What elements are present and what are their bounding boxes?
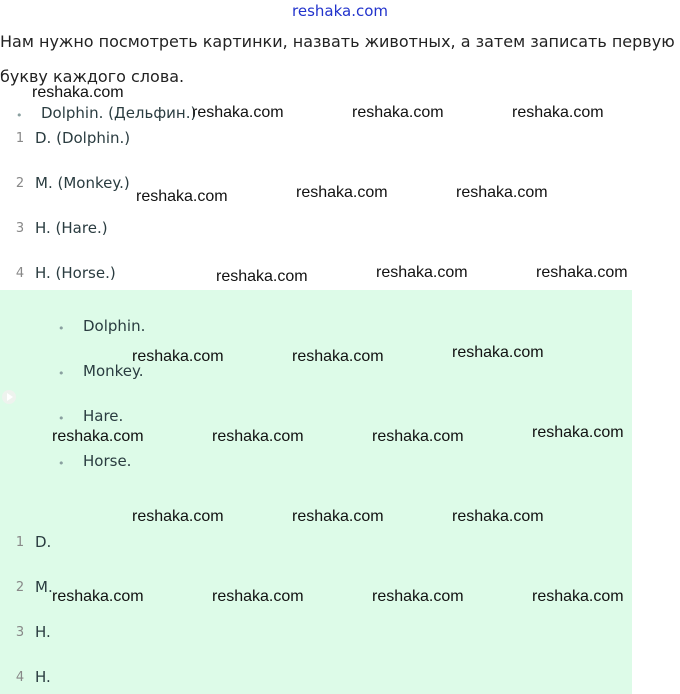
- watermark: reshaka.com: [296, 184, 388, 201]
- watermark: reshaka.com: [532, 424, 624, 441]
- green-bullet: Monkey.: [83, 362, 144, 380]
- watermark: reshaka.com: [452, 508, 544, 525]
- site-header[interactable]: reshaka.com: [292, 2, 388, 20]
- answer-item: D.: [35, 533, 52, 551]
- list-number: 1: [15, 131, 25, 146]
- list-number: 3: [15, 625, 25, 640]
- bullet-dot: •: [58, 367, 65, 380]
- bullet-dot: •: [58, 322, 65, 335]
- green-bullet: Dolphin.: [83, 317, 146, 335]
- list-number: 2: [15, 176, 25, 191]
- watermark: reshaka.com: [372, 588, 464, 605]
- watermark: reshaka.com: [136, 188, 228, 205]
- watermark: reshaka.com: [216, 268, 308, 285]
- intro-line-1: Нам нужно посмотреть картинки, назвать животных, а затем записать первую: [0, 32, 675, 51]
- watermark: reshaka.com: [52, 588, 144, 605]
- watermark: reshaka.com: [372, 428, 464, 445]
- list-number: 1: [15, 535, 25, 550]
- watermark: reshaka.com: [532, 588, 624, 605]
- bullet-dot: •: [58, 412, 65, 425]
- list-number: 2: [15, 580, 25, 595]
- watermark: reshaka.com: [212, 588, 304, 605]
- watermark: reshaka.com: [32, 84, 124, 101]
- list-number: 4: [15, 670, 25, 685]
- intro-line-2: букву каждого слова.: [0, 67, 185, 86]
- answer-item: H. (Horse.): [35, 264, 116, 282]
- bullet-dot: •: [16, 109, 23, 122]
- watermark: reshaka.com: [376, 264, 468, 281]
- bullet-dot: •: [58, 457, 65, 470]
- watermark: reshaka.com: [192, 104, 284, 121]
- answer-item: M.: [35, 578, 53, 596]
- answer-item: H.: [35, 668, 51, 686]
- watermark: reshaka.com: [512, 104, 604, 121]
- answer-item: H.: [35, 623, 51, 641]
- green-bullet: Hare.: [83, 407, 124, 425]
- answer-item: M. (Monkey.): [35, 174, 130, 192]
- play-icon[interactable]: [2, 390, 16, 404]
- answer-item: H. (Hare.): [35, 219, 108, 237]
- watermark: reshaka.com: [452, 344, 544, 361]
- top-bullet-text: Dolphin. (Дельфин.): [41, 104, 197, 122]
- list-number: 3: [15, 221, 25, 236]
- watermark: reshaka.com: [212, 428, 304, 445]
- watermark: reshaka.com: [132, 508, 224, 525]
- watermark: reshaka.com: [536, 264, 628, 281]
- list-number: 4: [15, 266, 25, 281]
- watermark: reshaka.com: [292, 508, 384, 525]
- watermark: reshaka.com: [456, 184, 548, 201]
- watermark: reshaka.com: [292, 348, 384, 365]
- watermark: reshaka.com: [52, 428, 144, 445]
- green-bullet: Horse.: [83, 452, 132, 470]
- answer-item: D. (Dolphin.): [35, 129, 131, 147]
- watermark: reshaka.com: [132, 348, 224, 365]
- watermark: reshaka.com: [352, 104, 444, 121]
